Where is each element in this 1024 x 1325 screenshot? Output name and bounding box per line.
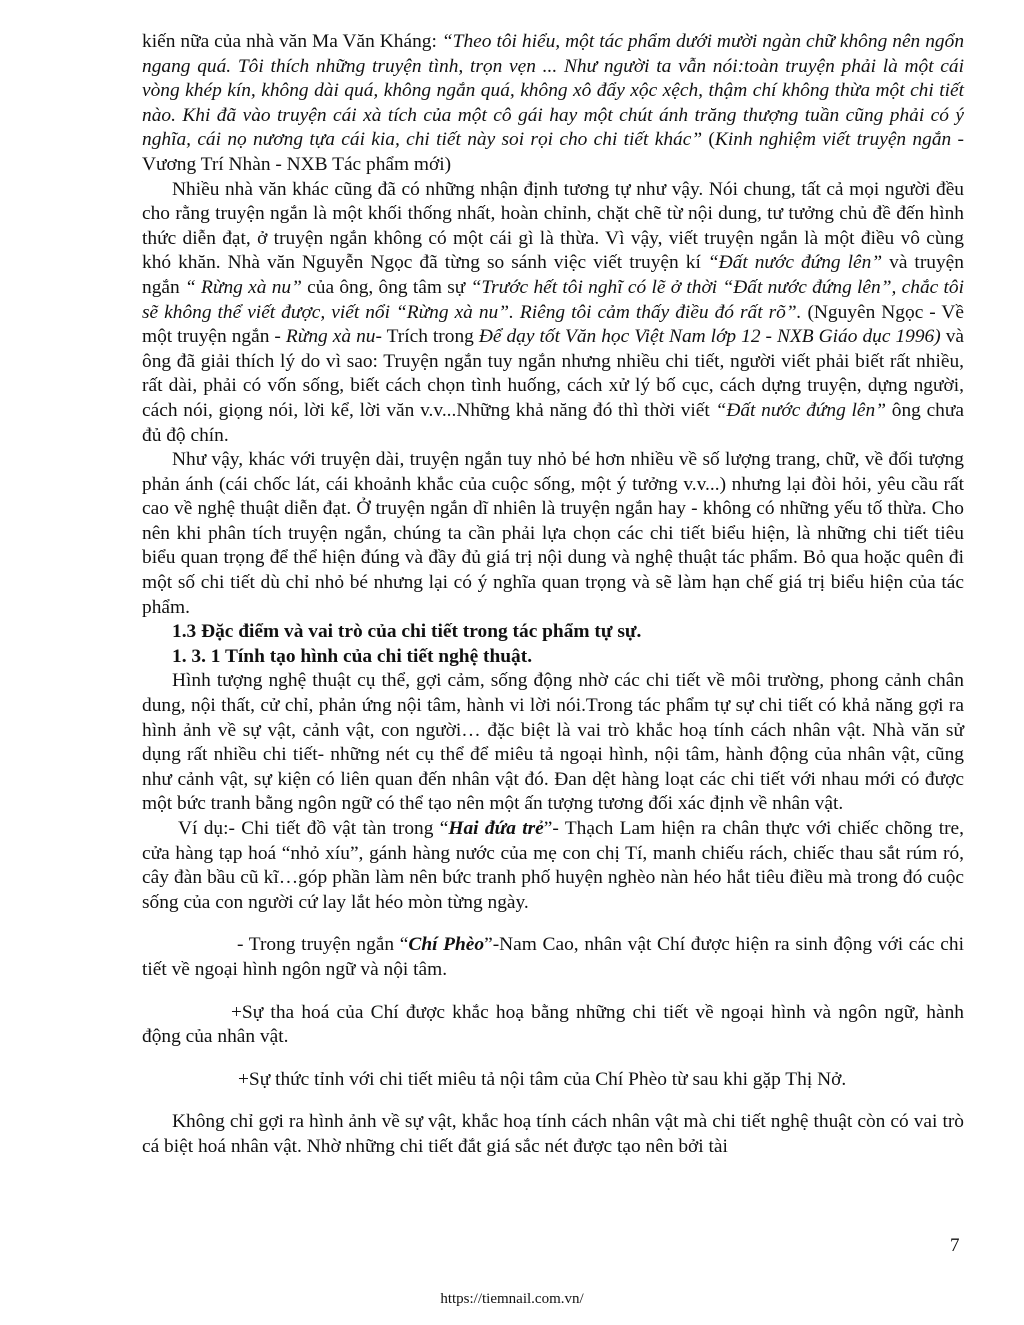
- footer-url: https://tiemnail.com.vn/: [440, 1291, 584, 1307]
- document-body: [142, 30, 964, 1160]
- text-run: “Đất nước đứng lên”: [715, 399, 886, 421]
- text-run: và ông đã giải thích lý do vì sao: Truyện ngắn tuy ngắn nhưng nhiều chi tiết, người viết phải biết rất nhiều, rất dài, phải có vốn sống, biết cách chọn tình huống, cách xử lý bố cục, cách dựng truyện, dựng người, cách nói, giọng nói, lời kể, lời văn v.v...Những khả năng đó thì thời viết: [142, 326, 965, 421]
- paragraph-individualization: [142, 1110, 964, 1159]
- text-run: “ Rừng xà nu”: [184, 276, 302, 298]
- text-run: ”-Nam Cao, nhân vật Chí được hiện ra sinh động với các chi tiết về ngoại hình ngôn ngữ và nội tâm.: [142, 934, 964, 980]
- text-run: Nhiều nhà văn khác cũng đã có những nhận định tương tự như vậy. Nói chung, tất cả mọi người đều cho rằng truyện ngắn là một khối thống nhất, hoàn chỉnh, chặt chẽ từ nội dung, tư tưởng chủ đề đến hình thức diễn đạt, ở truyện ngắn không có một cái gì là thừa. Vì vậy, viết truyện ngắn là một điều vô cùng khó khăn. Nhà văn Nguyễn Ngọc đã từng so sánh việc viết truyện kí: [142, 178, 964, 274]
- text-run: của ông, ông tâm sự: [301, 276, 471, 298]
- text-run: (Nguyên Ngọc - Về một truyện ngắn -: [142, 301, 964, 348]
- text-run: - Vương Trí Nhàn - NXB Tác phẩm mới): [142, 129, 964, 175]
- text-run: +Sự tha hoá của Chí được khắc hoạ bằng những chi tiết về ngoại hình và ngôn ngữ, hành động của nhân vật.: [142, 1001, 964, 1048]
- text-run: (: [702, 129, 715, 151]
- text-run: ông chưa đủ độ chín.: [142, 399, 964, 446]
- paragraph-quote-ma-van-khang: [142, 30, 964, 178]
- text-run: Rừng xà nu: [285, 326, 376, 348]
- text-run: Ví dụ:- Chi tiết đồ vật tàn trong “: [178, 818, 449, 839]
- paragraph-example-chi-pheo: [142, 933, 964, 982]
- text-run: Không chỉ gợi ra hình ảnh về sự vật, khắc hoạ tính cách nhân vật mà chi tiết nghệ thuật còn có vai trò cá biệt hoá nhân vật. Nhờ những chi tiết đắt giá sắc nét được tạo nên bởi tài: [142, 1111, 964, 1157]
- text-run: - Trong truyện ngắn “: [237, 934, 409, 956]
- text-run: Để dạy tốt Văn học Việt Nam lớp 12 - NXB Giáo dục 1996): [478, 326, 941, 348]
- text-run: “Theo tôi hiểu, một tác phẩm dưới mười ngàn chữ không nên ngổn ngang quá. Tôi thích những truyện tình, trọn vẹn ... Như người ta vẫn nói:toàn truyện phải là một cái vòng khép kín, không dài quá, không ngắn quá, không xô đẩy xộc xệch, thậm chí không thừa một chi tiết nào. Khi đã vào truyện cái xà tích của một cô gái hay một chút ánh trăng thượng tuần cũng phải có ý nghĩa, cái nọ nương tựa cái kia, chi tiết này soi rọi cho chi tiết khác”: [142, 31, 965, 151]
- text-run: “Đất nước đứng lên”: [707, 252, 883, 274]
- paragraph-example-hai-dua-tre: [142, 817, 964, 915]
- paragraph-chi-pheo-awakening: [142, 1068, 964, 1093]
- text-run: Kinh nghiệm viết truyện ngắn: [714, 129, 952, 151]
- section-heading-1-3: 1.3 Đặc điểm và vai trò của chi tiết trong tác phẩm tự sự.: [172, 621, 642, 643]
- text-run: ”- Thạch Lam hiện ra chân thực với chiếc chõng tre, cửa hàng tạp hoá “nhỏ xíu”, gánh hàng nước của mẹ con chị Tí, manh chiếu rách, chiếc thau sắt rúm ró, cây đàn bầu cũ kĩ…góp phần làm nên bức tranh phố huyện nghèo nàn héo hắt tiêu điều mà trong đó cuộc sống của con người cứ lay lắt héo mòn từng ngày.: [142, 818, 964, 913]
- text-run: kiến nữa của nhà văn Ma Văn Kháng:: [142, 31, 442, 52]
- paragraph-chi-pheo-degradation: [142, 1001, 964, 1050]
- text-run: - Trích trong: [375, 326, 479, 348]
- text-run: và truyện ngắn: [142, 252, 964, 298]
- page-number: 7: [950, 1235, 960, 1256]
- text-run: Như vậy, khác với truyện dài, truyện ngắn tuy nhỏ bé hơn nhiều về số lượng trang, chữ, về đối tượng phản ánh (cái chốc lát, cái khoảnh khắc của cuộc sống, một ý tưởng v.v...) nhưng lại đòi hỏi, yêu cầu rất cao về nghệ thuật diễn đạt. Ở truyện ngắn dĩ nhiên là truyện ngắn hay - không có những yếu tố thừa. Cho nên khi phân tích truyện ngắn, chúng ta cần phải lựa chọn các chi tiết biểu hiện, là những chi tiết tiêu biểu quan trọng để thể hiện đúng và đầy đủ giá trị nội dung và nghệ thuật tác phẩm. Bỏ qua hoặc quên đi một số chi tiết dù chỉ nhỏ bé nhưng lại có ý nghĩa quan trọng và sẽ làm hạn chế giá trị biểu hiện của tác phẩm.: [142, 449, 964, 618]
- text-run: Chí Phèo: [408, 934, 485, 956]
- text-run: Hình tượng nghệ thuật cụ thể, gợi cảm, sống động nhờ các chi tiết về môi trường, phong cảnh chân dung, nội thất, cử chỉ, phản ứng nội tâm, hành vi lời nói.Trong tác phẩm tự sự chi tiết có khả năng gợi ra hình ảnh về sự vật, cảnh vật, con người… đặc biệt là vai trò khắc hoạ tính cách nhân vật. Nhà văn sử dụng rất nhiều chi tiết- những nét cụ thể để miêu tả ngoại hình, nội tâm, hành động của nhân vật, cũng như cảnh vật, sự kiện có liên quan đến nhân vật đó. Đan dệt hàng loạt các chi tiết với nhau mới có được một bức tranh bằng ngôn ngữ có thể tạo nên một ấn tượng tương đối xác định về nhân vật.: [142, 670, 964, 815]
- paragraph-nguyen-ngoc: [142, 178, 964, 449]
- paragraph-conclusion: [142, 448, 964, 620]
- text-run: Hai đứa trẻ: [448, 818, 544, 839]
- subsection-heading-1-3-1: 1. 3. 1 Tính tạo hình của chi tiết nghệ thuật.: [172, 645, 533, 667]
- text-run: +Sự thức tỉnh với chi tiết miêu tả nội tâm của Chí Phèo từ sau khi gặp Thị Nở.: [238, 1068, 847, 1090]
- paragraph-image-creation: [142, 669, 964, 817]
- text-run: “Trước hết tôi nghĩ có lẽ ở thời “Đất nước đứng lên”, chắc tôi sẽ không thể viết được, viết nổi “Rừng xà nu”. Riêng tôi cảm thấy điều đó rất rõ”.: [142, 276, 964, 323]
